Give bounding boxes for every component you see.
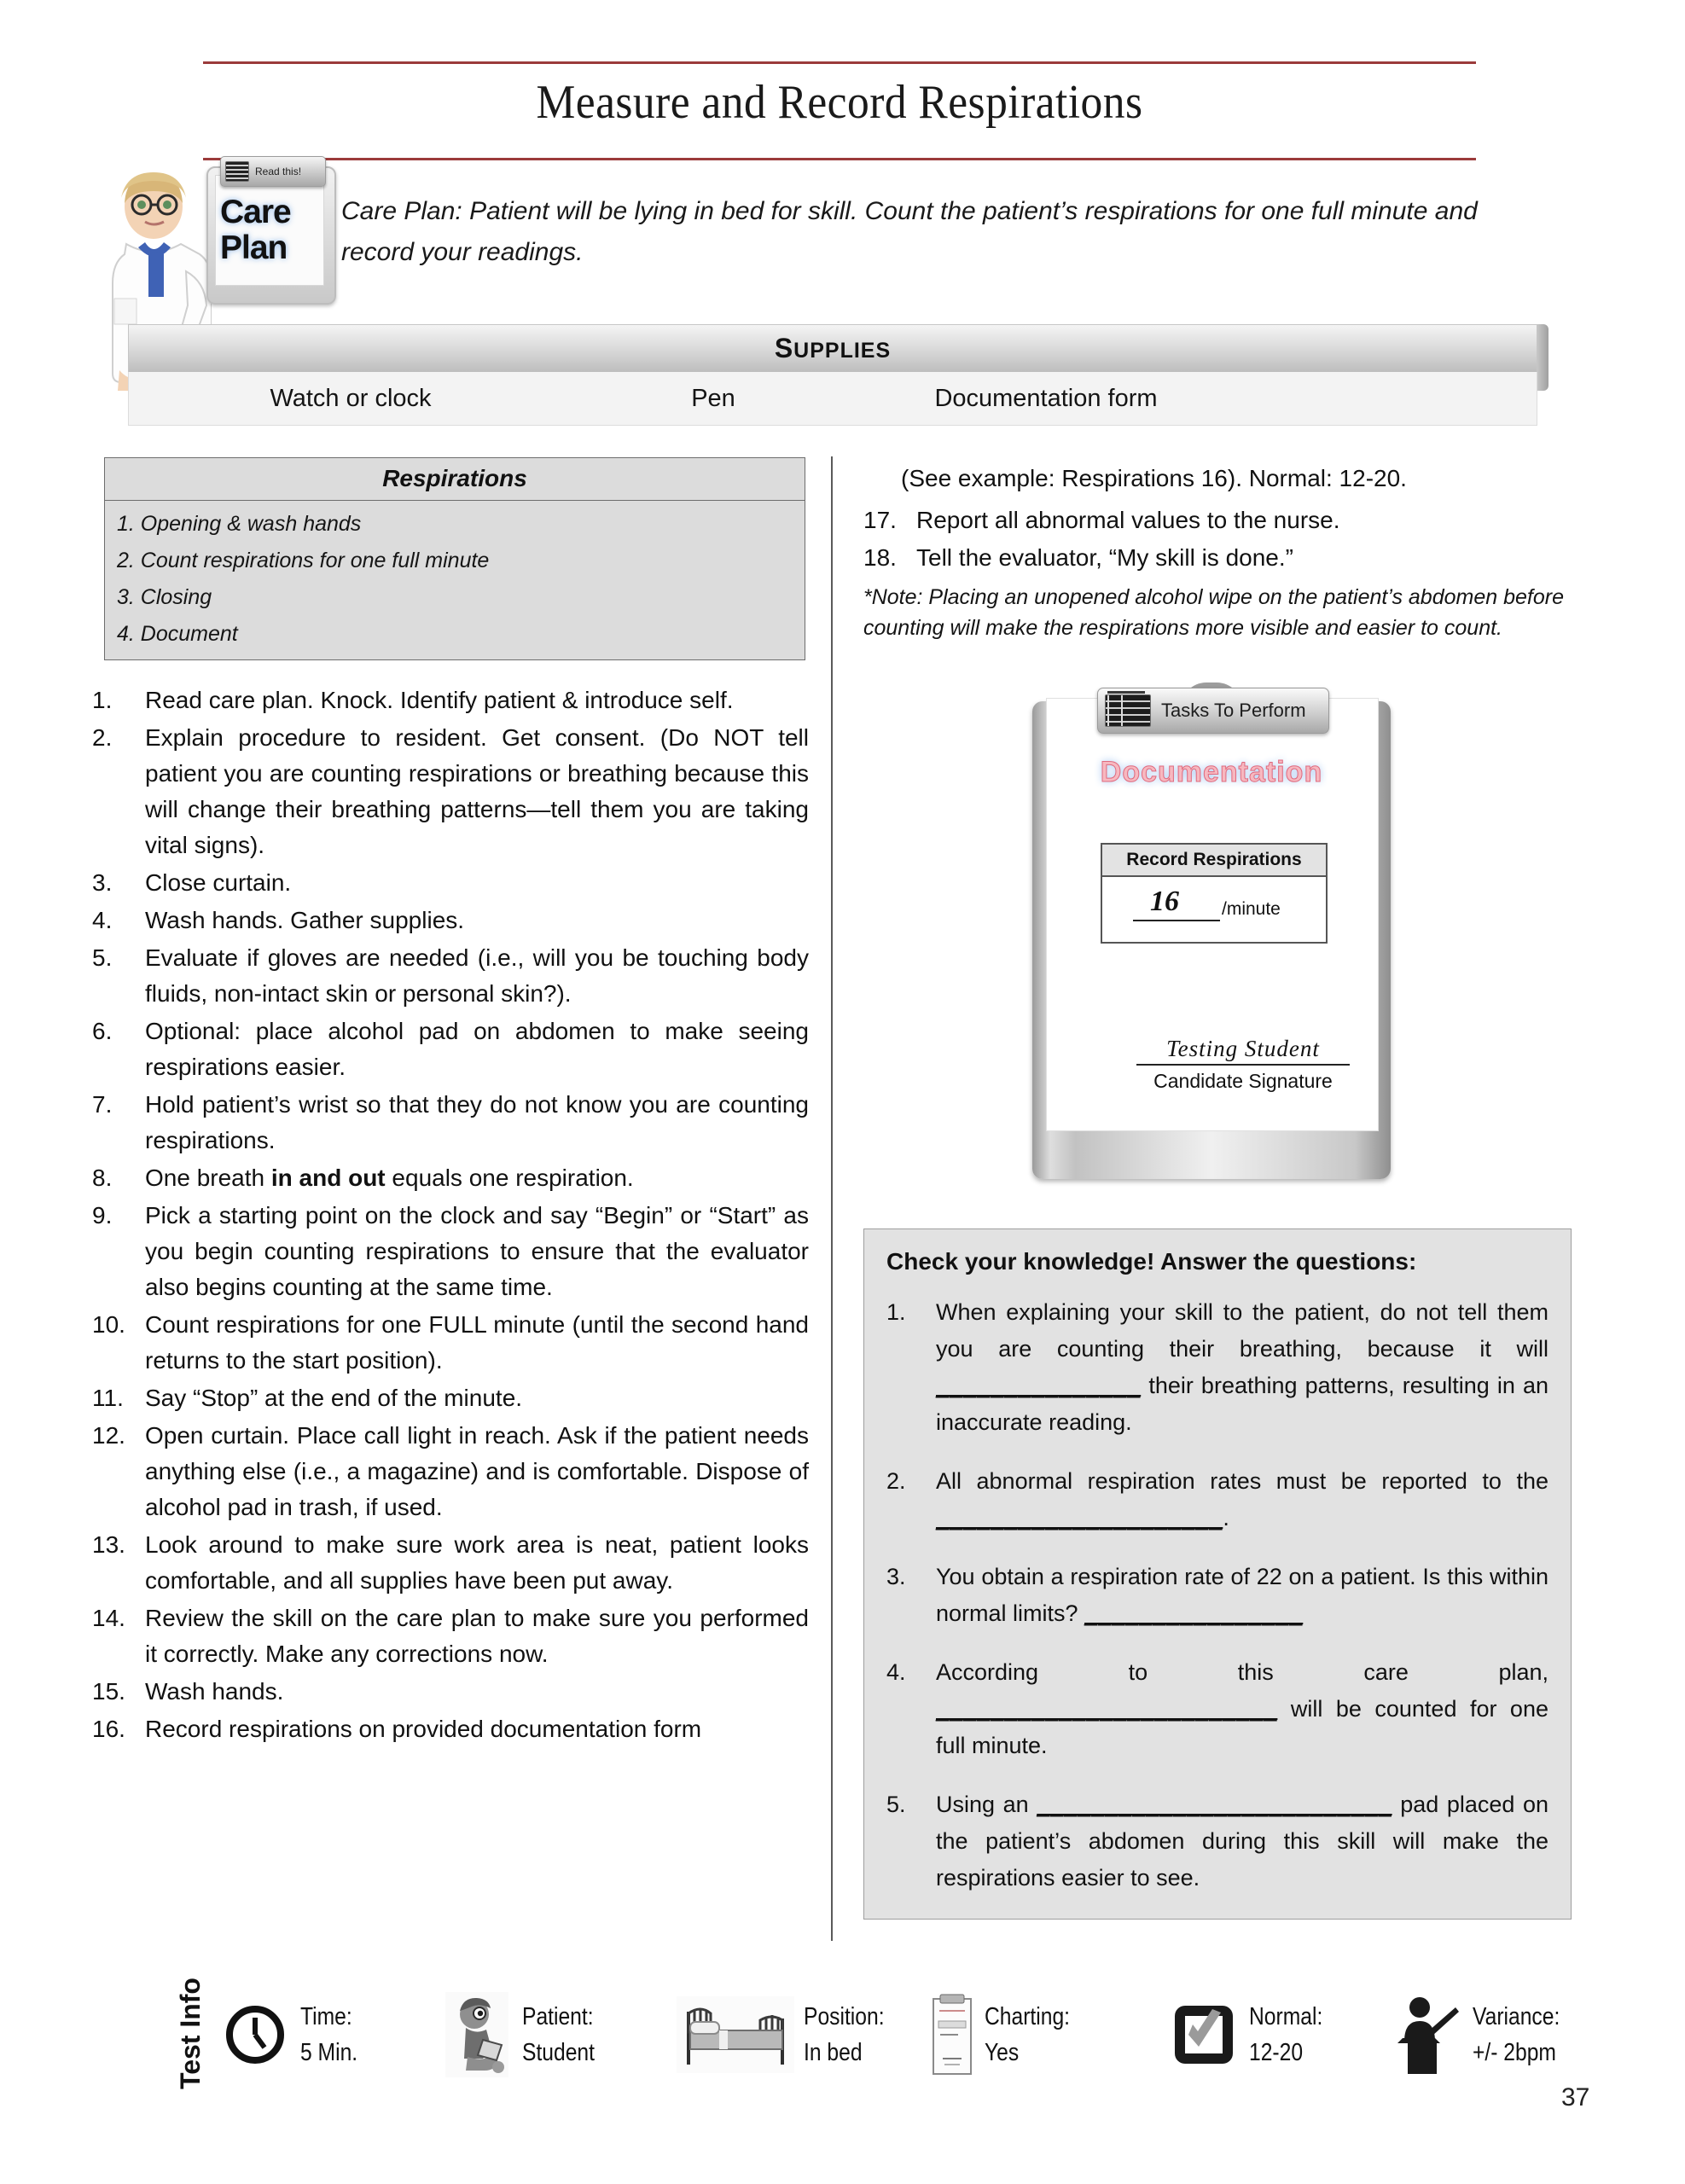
footer-item-time — [218, 1979, 368, 2090]
step-item: 3. Close curtain. — [92, 869, 292, 896]
page-title: Measure and Record Respirations — [536, 76, 1143, 129]
step-item: 12. Open curtain. Place call light in reach. Ask if the patient needs anything else (i.e., a magazine) and is comfortable. Dispose of alcohol pad in trash, if used. — [92, 1422, 809, 1520]
documentation-clipboard-illustration — [1024, 682, 1399, 1186]
record-respirations-box — [1101, 843, 1328, 944]
step-item: 5. Evaluate if gloves are needed (i.e., will you be touching body fluids, non-intact skin or personal skin?). — [92, 944, 809, 1007]
student-reading-icon — [440, 1992, 514, 2077]
footer-label: Variance: — [1473, 2003, 1560, 2030]
footer-value: Yes — [985, 2039, 1020, 2066]
footer-label: Patient: — [522, 2003, 594, 2030]
step-item: 8. One breath in and out equals one respiration. — [92, 1165, 634, 1191]
footer-label: Charting: — [985, 2003, 1071, 2030]
footer-label: Time: — [300, 2003, 352, 2030]
care-plan-text: Care Plan: Patient will be lying in bed for skill. Count the patient’s respirations for one full minute and record your readings. — [341, 197, 1478, 266]
step-item: 14. Review the skill on the care plan to make sure you performed it correctly. Make any corrections now. — [92, 1605, 809, 1667]
tasks-to-perform-label: Tasks To Perform — [1161, 700, 1306, 721]
procedure-steps-left — [92, 682, 809, 1749]
supplies-list — [128, 372, 1537, 426]
step-item: 6. Optional: place alcohol pad on abdomen to make seeing respirations easier. — [92, 1018, 809, 1080]
step-item: 7. Hold patient’s wrist so that they do not know you are counting respirations. — [92, 1091, 809, 1153]
bed-icon — [676, 1992, 795, 2077]
step-item: 4. Wash hands. Gather supplies. — [92, 907, 465, 933]
supply-item-watch: Watch or clock — [270, 384, 432, 412]
footer-item-patient — [440, 1979, 607, 2090]
test-info-footer — [171, 1962, 1560, 2116]
record-respirations-heading: Record Respirations — [1102, 845, 1326, 877]
clipboard-icon — [928, 1992, 976, 2077]
step-continuation-text: (See example: Respirations 16). Normal: 12-20. — [901, 465, 1407, 491]
question-item: 2. All abnormal respiration rates must be reported to the _____________________. — [886, 1468, 1548, 1531]
supply-item-documentation-form: Documentation form — [934, 384, 1158, 412]
answer-blank[interactable]: _________________________ — [936, 1696, 1278, 1722]
per-minute-label: /minute — [1222, 899, 1281, 919]
respirations-table-row: 1. Opening & wash hands — [117, 512, 362, 536]
column-divider — [831, 456, 833, 1941]
step-item: 15. Wash hands. — [92, 1678, 284, 1705]
footer-value: Student — [522, 2039, 595, 2066]
check-knowledge-box — [863, 1228, 1572, 1920]
checkbox-icon — [1167, 1992, 1241, 2077]
header-rule-bottom — [203, 158, 1476, 160]
supply-item-pen: Pen — [691, 384, 735, 412]
test-info-label: Test Info — [174, 1977, 206, 2089]
supplies-section — [128, 324, 1548, 431]
supplies-heading: SUPPLIES — [774, 333, 892, 363]
footer-value: +/- 2bpm — [1473, 2039, 1556, 2066]
read-this-label: Read this! — [255, 166, 302, 177]
footer-value: In bed — [804, 2039, 863, 2066]
answer-blank[interactable]: __________________________ — [1037, 1792, 1392, 1817]
recorded-value: 16 — [1150, 886, 1179, 917]
care-plan-word-plan: Plan — [220, 229, 288, 266]
question-item: 3. You obtain a respiration rate of 22 on a patient. Is this within normal limits? ________________ — [886, 1564, 1548, 1626]
question-item: 4. According to this care plan, _________________________ will be counted for one full minute. — [886, 1659, 1548, 1758]
answer-blank[interactable]: ________________ — [1084, 1600, 1304, 1626]
step-item: 18. Tell the evaluator, “My skill is done.” — [863, 544, 1293, 571]
respirations-table-row: 2. Count respirations for one full minute — [117, 549, 490, 572]
respirations-summary-table — [104, 457, 805, 660]
step-item: 17. Report all abnormal values to the nurse. — [863, 507, 1340, 533]
question-item: 1. When explaining your skill to the patient, do not tell them you are counting their breathing, because it will _______________ their breathing patterns, resulting in an inaccurate reading. — [886, 1299, 1548, 1435]
footer-label: Position: — [804, 2003, 885, 2030]
clock-icon — [218, 1992, 292, 2077]
step-item: 13. Look around to make sure work area is neat, patient looks comfortable, and all supplies have been put away. — [92, 1531, 809, 1594]
respirations-table-row: 4. Document — [117, 622, 238, 646]
step-item: 2. Explain procedure to resident. Get consent. (Do NOT tell patient you are counting respirations or breathing because this will change their breathing patterns—tell them you are taking vital signs). — [92, 724, 809, 858]
step-item: 10. Count respirations for one FULL minute (until the second hand returns to the start position). — [92, 1311, 809, 1374]
header-rule-top — [203, 61, 1476, 64]
signature-name: Testing Student — [1136, 1036, 1350, 1066]
question-item: 5. Using an __________________________ pad placed on the patient’s abdomen during this skill will make the respirations easier to see. — [886, 1792, 1548, 1891]
footer-label: Normal: — [1249, 2003, 1323, 2030]
page-number: 37 — [1561, 2083, 1590, 2111]
step-item: 9. Pick a starting point on the clock and say “Begin” or “Start” as you begin counting respirations to ensure that the evaluator also begins counting at the same time. — [92, 1202, 809, 1300]
check-knowledge-title: Check your knowledge! Answer the questions: — [886, 1248, 1417, 1275]
step-item: 1. Read care plan. Knock. Identify patient & introduce self. — [92, 687, 734, 713]
signature-label: Candidate Signature — [1153, 1070, 1333, 1092]
documentation-title: Documentation — [1100, 756, 1323, 788]
footer-value: 12-20 — [1249, 2039, 1304, 2066]
keypad-icon — [225, 161, 249, 182]
respirations-table-row: 3. Closing — [117, 585, 212, 609]
respirations-table-heading: Respirations — [105, 458, 805, 501]
footer-value: 5 Min. — [300, 2039, 358, 2066]
instructor-podium-icon — [1391, 1992, 1464, 2077]
note-text: *Note: Placing an unopened alcohol wipe on the patient’s abdomen before counting will make the respirations more visible and easier to count. — [863, 585, 1564, 640]
answer-blank-line — [1133, 920, 1220, 921]
supplies-banner — [128, 324, 1537, 373]
care-plan-word-care: Care — [220, 194, 291, 230]
answer-blank[interactable]: _______________ — [936, 1373, 1142, 1398]
footer-item-position — [676, 1979, 898, 2090]
signature-block — [1136, 1036, 1350, 1093]
step-item: 16. Record respirations on provided documentation form — [92, 1716, 702, 1742]
footer-item-variance — [1391, 1979, 1575, 2090]
care-plan-clipboard-icon — [201, 156, 338, 303]
step-item: 11. Say “Stop” at the end of the minute. — [92, 1385, 523, 1411]
footer-item-normal — [1167, 1979, 1336, 2090]
answer-blank[interactable]: _____________________ — [936, 1505, 1223, 1531]
procedure-steps-right — [863, 461, 1572, 643]
footer-item-charting — [928, 1979, 1085, 2090]
keypad-icon — [1105, 694, 1151, 727]
